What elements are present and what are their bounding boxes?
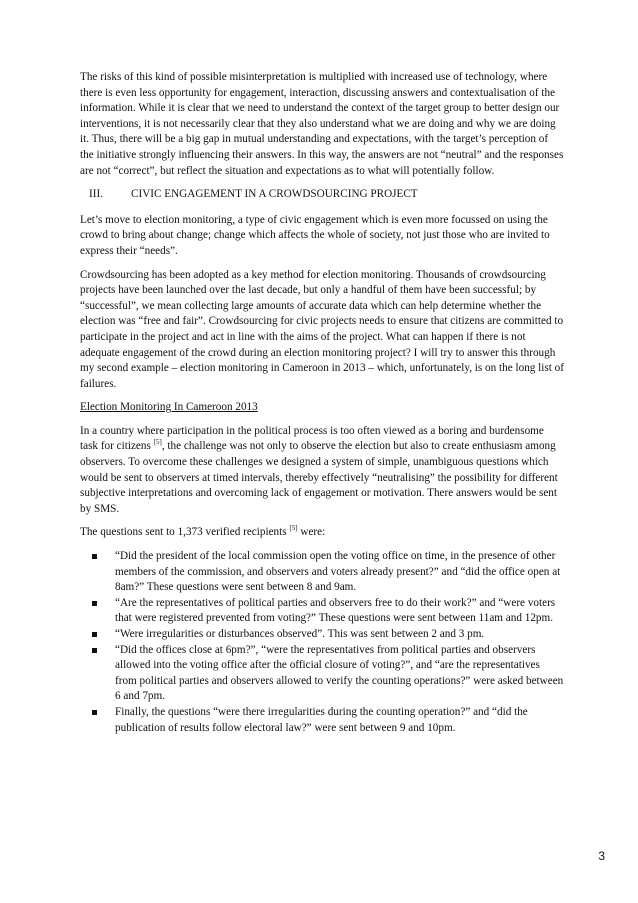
list-item — [80, 705, 564, 736]
square-bullet-icon — [92, 554, 97, 559]
list-item — [80, 549, 564, 596]
paragraph-participation-text-2: , the challenge was not only to observe the election but also to create enthusiasm among observers. To overcome these challenges we designed a system of simple, unambiguous questions which would be sent to observers at timed intervals, thereby effectively “neutralising” the possibility for different subjective interpretations and overcoming lack of engagement or motivation. There answers would be sent by SMS. — [80, 440, 558, 515]
paragraph-questions-intro — [80, 525, 564, 541]
paragraph-election-monitoring: Let’s move to election monitoring, a type of civic engagement which is even more focussed on using the crowd to bring about change; change which affects the whole of society, not just those who are invited to express their “needs”. — [80, 213, 550, 257]
subheading-cameroon: Election Monitoring In Cameroon 2013 — [80, 401, 258, 414]
list-item-text: “Were irregularities or disturbances observed”. This was sent between 2 and 3 pm. — [115, 628, 485, 640]
list-item — [80, 627, 564, 643]
questions-list — [80, 549, 564, 736]
paragraph-participation — [80, 424, 564, 518]
section-heading — [80, 187, 564, 203]
list-item-text: “Did the president of the local commission open the voting office on time, in the presence of other members of the commission, and observers and voters already present?” and “did the office open at 8am?” These questions were sent between 8 and 9am. — [115, 550, 561, 594]
section-number: III. — [89, 188, 103, 201]
square-bullet-icon — [92, 648, 97, 653]
paragraph-misinterpretation: The risks of this kind of possible misinterpretation is multiplied with increased use of technology, where there is even less opportunity for engagement, interaction, discussing answers and contextualisation of the information. While it is clear that we need to understand the context of the target group to better design our interventions, it is not necessarily clear that they also understand what we are doing and why we are doing it. Thus, there will be a big gap in mutual understanding and expectations, with the target’s perception of the initiative strongly influencing their answers. In this way, the answers are not “neutral” and the responses are not “correct”, but reflect the situation and expectations as to what will potentially follow. — [80, 71, 564, 177]
square-bullet-icon — [92, 601, 97, 606]
questions-intro-text-2: were: — [297, 526, 326, 539]
list-item — [80, 596, 564, 627]
list-item-text: Finally, the questions “were there irregularities during the counting operation?” and “did the publication of results follow electoral law?” were sent between 9 and 10pm. — [115, 705, 528, 734]
list-item — [80, 643, 564, 705]
square-bullet-icon — [92, 710, 97, 715]
questions-intro-text-1: The questions sent to 1,373 verified recipients — [80, 526, 290, 539]
paragraph-crowdsourcing: Crowdsourcing has been adopted as a key method for election monitoring. Thousands of crowdsourcing projects have been launched over the last decade, but only a handful of them have been successful; by “successful”, we mean collecting large amounts of accurate data which can help determine whether the election was “free and fair”. Crowdsourcing for civic projects needs to ensure that citizens are committed to participate in the project and act in line with the aims of the project. What can happen if there is not adequate engagement of the crowd during an election monitoring project? I will try to answer this through my second example – election monitoring in Cameroon in 2013 – which, unfortunately, is on the long list of failures. — [80, 268, 564, 390]
citation-ref: [5] — [289, 523, 298, 532]
list-item-text: “Are the representatives of political parties and observers free to do their work?” and “were voters that were registered prevented from voting?” These questions were sent between 11am and 12pm. — [115, 596, 556, 625]
list-item-text: “Did the offices close at 6pm?”, “were the representatives from political parties and observers allowed into the voting office after the official closure of voting?”, and “are the representatives from political parties and observers allowed to verify the counting operations?” were asked between 6 and 7pm. — [115, 643, 564, 703]
citation-ref: [5] — [153, 437, 162, 446]
paragraph-participation-text-1: In a country where participation in the political process is too often viewed as a boring and burdensome task for citizens — [80, 424, 544, 453]
document-body — [80, 70, 564, 736]
page-number: 3 — [598, 849, 605, 863]
square-bullet-icon — [92, 632, 97, 637]
section-title: CIVIC ENGAGEMENT IN A CROWDSOURCING PROJECT — [131, 188, 418, 201]
